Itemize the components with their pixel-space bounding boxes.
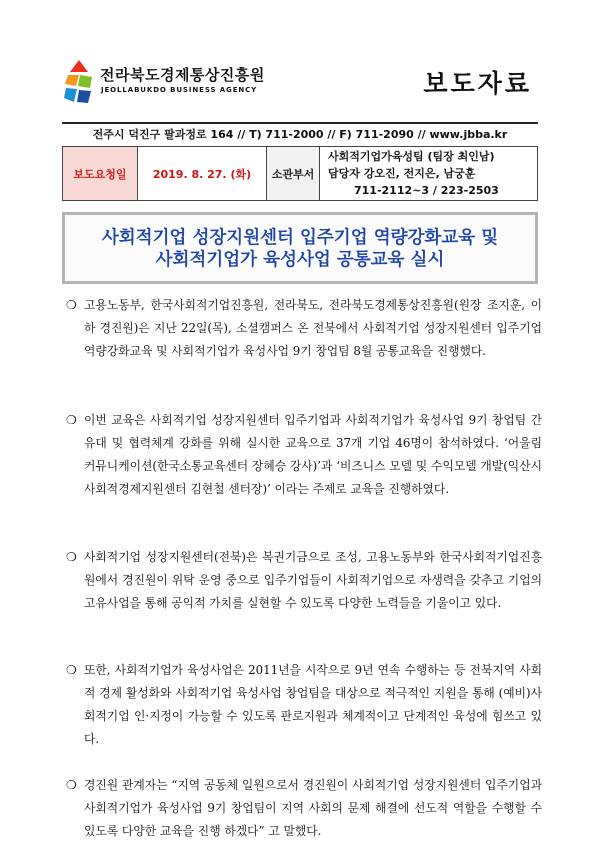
paragraph-4 bbox=[66, 659, 542, 751]
agency-logo-icon bbox=[64, 58, 94, 104]
bullet-circle-icon: ❍ bbox=[66, 550, 77, 564]
request-date-value: 2019. 8. 27. (화) bbox=[138, 147, 267, 201]
org-name-korean: 전라북도경제통상진흥원 bbox=[100, 66, 265, 84]
bullet-circle-icon: ❍ bbox=[66, 413, 77, 427]
contact-line: 전주시 덕진구 팔과정로 164 // T) 711-2000 // F) 711-2090 // www.jbba.kr bbox=[62, 122, 538, 147]
letterhead bbox=[60, 50, 550, 112]
headline-box bbox=[62, 212, 538, 284]
department-label: 소관부서 bbox=[267, 147, 320, 201]
org-name-english: JEOLLABUKDO BUSINESS AGENCY bbox=[101, 86, 258, 94]
department-phone: 711-2112~3 / 223-2503 bbox=[354, 184, 499, 197]
department-info bbox=[320, 147, 538, 201]
press-release-title: 보도자료 bbox=[423, 69, 532, 98]
release-info-table bbox=[62, 146, 538, 201]
department-staff: 담당자 강오진, 전지은, 남궁훈 bbox=[328, 167, 476, 180]
paragraph-5 bbox=[66, 774, 543, 843]
paragraph-1 bbox=[66, 294, 542, 363]
paragraph-text: 이번 교육은 사회적기업 성장지원센터 입주기업과 사회적기업가 육성사업 9기 창업팀 간 유대 및 협력체계 강화를 위해 실시한 교육으로 37개 기업 46명이 참석하였다. ‘어울림 커뮤니케이션(한국소통교육센터 장혜승 강사)’과 ‘비즈니스 모델 및 수익모델 개발(익산시 사회적경제지원센터 김현철 센터장)’ 이라는 주제로 교육을 진행하였다. bbox=[84, 413, 542, 496]
paragraph-3 bbox=[66, 546, 542, 615]
headline-line-1: 사회적기업 성장지원센터 입주기업 역량강화교육 및 bbox=[101, 228, 499, 248]
headline-line-2: 사회적기업가 육성사업 공통교육 실시 bbox=[155, 250, 445, 270]
bullet-circle-icon: ❍ bbox=[66, 778, 77, 792]
bullet-circle-icon: ❍ bbox=[66, 298, 77, 312]
paragraph-text: 또한, 사회적기업가 육성사업은 2011년을 시작으로 9년 연속 수행하는 등 전북지역 사회적 경제 활성화와 사회적기업 육성사업 창업팀을 대상으로 적극적인 지원을 통해 (예비)사회적기업 인·지정이 가능할 수 있도록 판로지원과 체계적이고 단계적인 육성에 힘쓰고 있다. bbox=[84, 663, 542, 746]
paragraph-text: 경진원 관계자는 “지역 공동체 일원으로서 경진원이 사회적기업 성장지원센터 입주기업과 사회적기업가 육성사업 9기 창업팀이 지역 사회의 문제 해결에 선도적 역할을 수행할 수 있도록 다양한 교육을 진행 하겠다” 고 말했다. bbox=[84, 778, 543, 838]
paragraph-text: 고용노동부, 한국사회적기업진흥원, 전라북도, 전라북도경제통상진흥원(원장 조지훈, 이하 경진원)은 지난 22일(목), 소셜캠퍼스 온 전북에서 사회적기업 성장지원센터 입주기업 역량강화교육 및 사회적기업가 육성사업 9기 창업팀 8월 공통교육을 진행했다. bbox=[84, 298, 542, 358]
paragraph-text: 사회적기업 성장지원센터(전북)은 복권기금으로 조성, 고용노동부와 한국사회적기업진흥원에서 경진원이 위탁 운영 중으로 입주기업들이 사회적기업으로 자생력을 갖추고 기업의 고유사업을 통해 공익적 가치를 실현할 수 있도록 다양한 노력들을 기울이고 있다. bbox=[84, 550, 542, 610]
paragraph-2 bbox=[66, 409, 542, 501]
request-date-label: 보도요청일 bbox=[63, 147, 138, 201]
bullet-circle-icon: ❍ bbox=[66, 663, 77, 677]
department-team: 사회적기업가육성팀 (팀장 최인남) bbox=[328, 150, 495, 163]
